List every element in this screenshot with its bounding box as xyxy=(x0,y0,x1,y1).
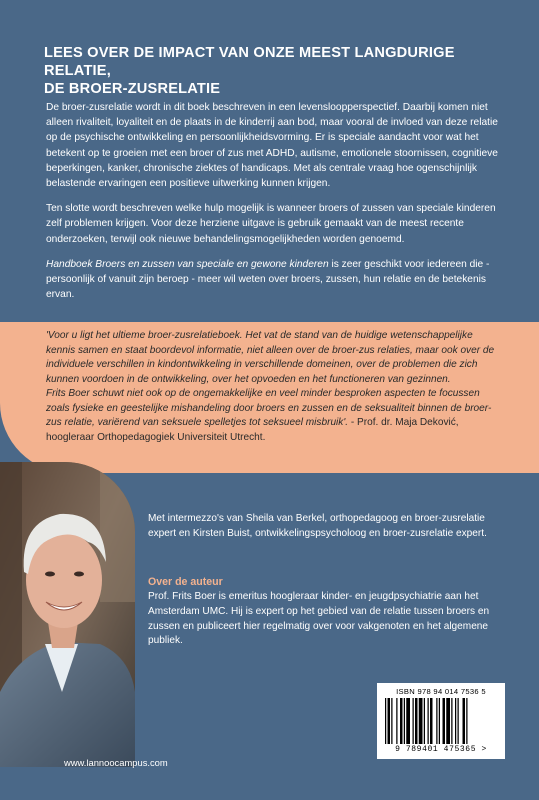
author-photo xyxy=(0,462,135,767)
intro-text xyxy=(46,100,498,312)
quote-attribution: - Prof. dr. Maja Deković, hoogleraar Orthopedagogiek Universiteit Utrecht. xyxy=(46,417,459,443)
author-portrait xyxy=(0,462,135,767)
about-author-text: Prof. Frits Boer is emeritus hoogleraar kinder- en jeugdpsychiatrie aan het Amsterdam UMC. Hij is expert op het gebied van de relatie tussen broers en zussen en publiceert hier regelmatig over voor vakgenoten en het algemene publiek. xyxy=(148,591,490,647)
intermezzo-note: Met intermezzo's van Sheila van Berkel, orthopedagoog en broer-zusrelatie expert en Kirsten Buist, ontwikkelingspsycholoog en broer-zusrelatie expert. xyxy=(148,513,487,539)
barcode-bars xyxy=(385,698,497,744)
intro-paragraph-2: Ten slotte wordt beschreven welke hulp mogelijk is wanneer broers of zussen van speciale kinderen zelf problemen krijgen. Voor deze herziene uitgave is gebruik gemaakt van de meest recente onderzoeken, terwijl ook nieuwe behandelingsmogelijkheden worden genoemd. xyxy=(46,203,496,245)
about-author-heading: Over de auteur xyxy=(148,576,223,588)
publisher-url: www.lannoocampus.com xyxy=(64,757,168,768)
endorsement-quote xyxy=(46,329,502,445)
back-cover-heading xyxy=(44,44,504,98)
barcode-box xyxy=(377,683,505,759)
intro-paragraph-3-rest: is zeer geschikt voor iedereen die - persoonlijk of vanuit zijn beroep - meer wil weten over broers, zussen, hun relatie en de betekenis ervan. xyxy=(46,258,490,301)
intro-paragraph-1: De broer-zusrelatie wordt in dit boek beschreven in een levensloopperspectief. Daarbij komen niet alleen rivaliteit, loyaliteit en de plaats in de kinderrij aan bod, maar vooral de invloed van deze relatie op de psychische ontwikkeling en persoonlijkheidsvorming. Er is speciale aandacht voor wat het betekent op te groeien met een broer of zus met ADHD, autisme, emotionele stoornissen, cognitieve beperkingen, kanker, chronische ziektes of handicaps. Met als centrale vraag hoe ogenschijnlijk belastende ervaringen een positieve uitwerking kunnen krijgen. xyxy=(46,102,498,190)
heading-line-1: LEES OVER DE IMPACT VAN ONZE MEEST LANGDURIGE RELATIE, xyxy=(44,45,455,79)
quote-paragraph-2 xyxy=(46,387,502,445)
quote-paragraph-2-text: Frits Boer schuwt niet ook op de ongemakkelijke en veel minder besproken aspecten te focussen zoals fysieke en geestelijke mishandeling door broers en zussen en de seksualiteit binnen de broer-zus relatie, variërend van seksuele spelletjes tot seksueel misbruik'. xyxy=(46,388,492,428)
intro-paragraph-3 xyxy=(46,257,498,303)
barcode-number: 9 789401 475365 > xyxy=(395,745,487,754)
heading-line-2: DE BROER-ZUSRELATIE xyxy=(44,81,221,97)
isbn-label: ISBN 978 94 014 7536 5 xyxy=(396,687,486,696)
book-title: Handboek Broers en zussen van speciale en gewone kinderen xyxy=(46,258,329,270)
quote-paragraph-1: 'Voor u ligt het ultieme broer-zusrelatieboek. Het vat de stand van de huidige wetenschappelijke kennis samen en staat boordevol informatie, niet alleen over de broer-zus relaties, maar ook over de individuele verschillen in kindontwikkeling in verschillende domeinen, over de problemen die zich kunnen voordoen in de ontwikkeling, over het opvoeden en het functioneren van gezinnen. xyxy=(46,330,495,385)
